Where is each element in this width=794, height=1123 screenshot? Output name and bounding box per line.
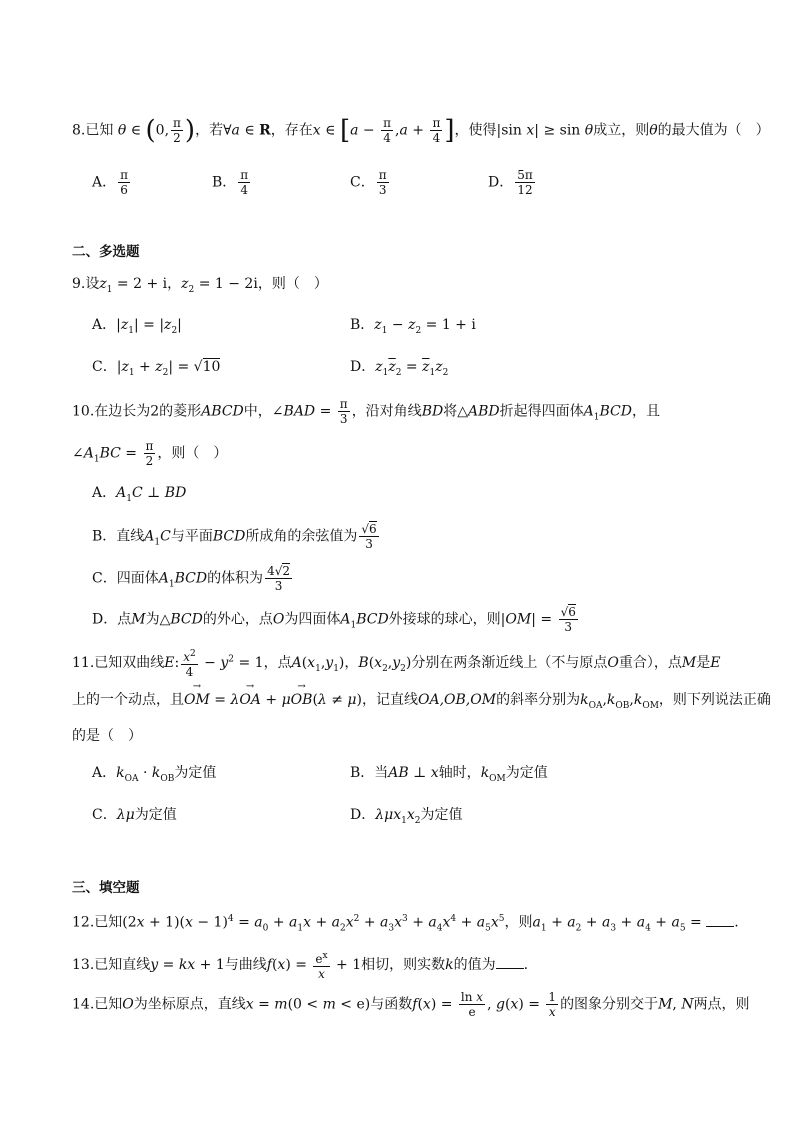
question-14: 14.已知O为坐标原点，直线x = m(0 < m < e)与函数f(x) = $\frac{\text{ln x}}{e}$ , g(x) = $\frac{1}{x}$ 的图象分别交于M, N两点，则	[72, 990, 750, 1019]
question-9: 9.设$z_1 = 2 + i$，$z_2 = 1 - 2i$，则（ ）	[72, 276, 328, 295]
q10-option-c[interactable]: C．四面体$A_1BCD$的体积为 $\frac{4√2}{3}$	[92, 564, 290, 593]
q11-option-a[interactable]: A．$k_{OA} \cdot k_{OB}$为定值	[92, 765, 217, 784]
question-10-line-1: 10.在边长为2的菱形ABCD中，∠BAD = $\frac{\pi}{3}$ ，沿对角线BD将△ABD折起得四面体$A_1BCD$，且	[72, 397, 660, 426]
q8-option-a[interactable]: A． $\frac{\pi}{6}$	[92, 168, 129, 197]
question-8: 8.已知 θ ∈ (0, $\frac{\pi}{2}$ )，若∀a ∈ R，存在x ∈ [a − $\frac{\pi}{4}$ ,a + $\frac{\pi}{4}$ ]，使得|sin x| ≥ sin θ成立，则θ的最大值为（ ）	[72, 115, 770, 146]
q9-option-a[interactable]: A．$|z_1| = |z_2|$	[92, 317, 182, 336]
question-11-line-2: 上的一个动点，且→ OM = λ→ OA + μ→ OB(λ ≠ μ)，记直线OA,OB,OM的斜率分别为$k_{OA},k_{OB},k_{OM}$，则下列说法正确	[72, 689, 734, 717]
q10-option-d[interactable]: D．点M为△BCD的外心，点O为四面体$A_1BCD$外接球的球心，则|OM| = $\frac{√6}{3}$	[92, 605, 576, 634]
answer-blank-13[interactable]	[496, 954, 524, 969]
question-10-line-2: $\angle A_1BC$ = $\frac{\pi}{2}$ ，则（ ）	[72, 439, 228, 468]
q11-option-d[interactable]: D．$\lambda\mu x_1x_2$为定值	[350, 807, 463, 826]
q8-option-d[interactable]: D． $\frac{5\pi}{12}$	[488, 168, 533, 197]
q8-option-c[interactable]: C． $\frac{\pi}{3}$	[350, 168, 387, 197]
section-title-multiple-choice: 二、多选题	[72, 244, 140, 260]
question-13: 13.已知直线y = kx + 1与曲线f(x) = $\frac{e^x}{x}$ + 1相切，则实数k的值为 .	[72, 951, 529, 981]
q11-option-c[interactable]: C．λμ为定值	[92, 807, 177, 823]
q9-option-c[interactable]: C．$|z_1 + z_2| = √10$	[92, 359, 221, 378]
question-11-line-3: 的是（ ）	[72, 728, 142, 744]
question-12: 12.已知$(2x + 1)(x - 1)^4 = a_0 + a_1x + a_2x^2 + a_3x^3 + a_4x^4 + a_5x^5$，则$a_1 + a_2 + a_3 + a_4 + a_5$ = .	[72, 908, 734, 939]
q10-option-a[interactable]: A．$A_1C$ ⊥ BD	[92, 485, 187, 504]
q11-option-b[interactable]: B．当AB ⊥ x轴时，$k_{OM}$为定值	[350, 765, 548, 784]
answer-blank-12[interactable]	[706, 912, 734, 927]
q9-option-d[interactable]: D．$z_1\overline{z}_2 = \overline{z}_1z_2$	[350, 359, 449, 378]
q10-option-b[interactable]: B．直线$A_1C$与平面BCD所成角的余弦值为 $\frac{√6}{3}$	[92, 522, 377, 551]
q9-option-b[interactable]: B．$z_1 - z_2 = 1 + i$	[350, 317, 476, 336]
question-11-line-1: 11.已知双曲线E: $\frac{x^2}{4}$ − $y^2 = 1$，点$A(x_1,y_1)$，$B(x_2,y_2)$分别在两条渐近线上（不与原点O重合），点M是E	[72, 649, 721, 679]
q8-option-b[interactable]: B． $\frac{\pi}{4}$	[212, 168, 249, 197]
section-title-fill-in: 三、填空题	[72, 880, 140, 896]
